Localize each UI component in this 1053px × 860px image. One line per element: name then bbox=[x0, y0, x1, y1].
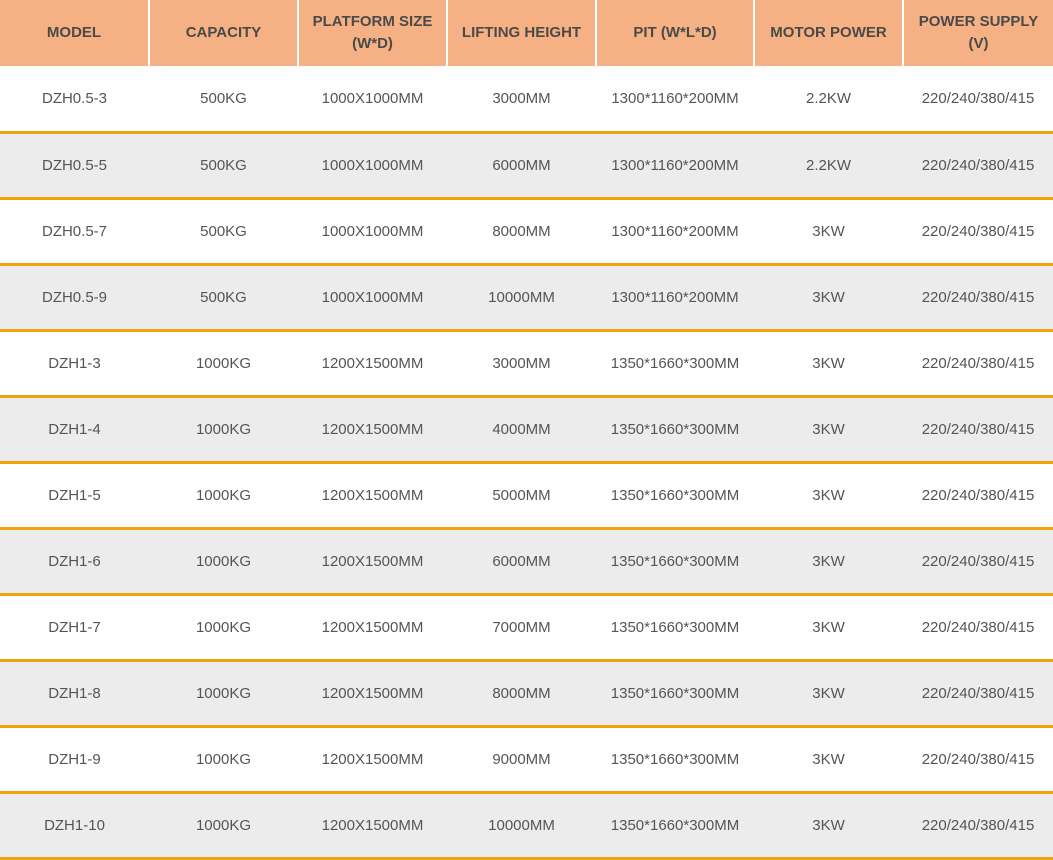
table-row bbox=[0, 396, 1053, 462]
table-header bbox=[0, 0, 1053, 66]
cell-model: DZH0.5-9 bbox=[41, 288, 108, 306]
cell-pit: 1350*1660*300MM bbox=[610, 420, 740, 438]
cell-pit: 1300*1160*200MM bbox=[611, 156, 739, 174]
table-row bbox=[0, 132, 1053, 198]
cell-capacity: 1000KG bbox=[195, 420, 252, 438]
cell-capacity: 500KG bbox=[200, 288, 247, 306]
table-row bbox=[0, 594, 1053, 660]
cell-pit: 1350*1660*300MM bbox=[610, 552, 740, 570]
cell-motor-power: 3KW bbox=[812, 486, 845, 504]
table-row bbox=[0, 264, 1053, 330]
table-row bbox=[0, 462, 1053, 528]
cell-motor-power: 3KW bbox=[812, 552, 845, 570]
column-header-text: LIFTING HEIGHT bbox=[461, 24, 582, 41]
cell-platform-size: 1000X1000MM bbox=[321, 156, 424, 174]
cell-capacity: 1000KG bbox=[195, 684, 252, 702]
cell-lifting-height: 6000MM bbox=[492, 156, 551, 174]
table-row bbox=[0, 528, 1053, 594]
cell-motor-power: 3KW bbox=[812, 750, 845, 768]
cell-lifting-height: 10000MM bbox=[488, 288, 555, 306]
cell-capacity: 500KG bbox=[200, 156, 247, 174]
cell-power-supply: 220/240/380/415 bbox=[921, 222, 1035, 240]
cell-capacity: 1000KG bbox=[195, 816, 252, 834]
column-header-text: PLATFORM SIZE bbox=[312, 13, 433, 30]
cell-pit: 1300*1160*200MM bbox=[611, 89, 739, 107]
cell-capacity: 1000KG bbox=[195, 618, 252, 636]
cell-power-supply: 220/240/380/415 bbox=[921, 816, 1035, 834]
cell-model: DZH1-3 bbox=[48, 354, 101, 372]
cell-lifting-height: 8000MM bbox=[492, 684, 551, 702]
cell-pit: 1350*1660*300MM bbox=[610, 816, 740, 834]
cell-model: DZH0.5-7 bbox=[41, 222, 108, 240]
cell-model: DZH1-5 bbox=[48, 486, 101, 504]
column-header-text: POWER SUPPLY bbox=[918, 13, 1039, 30]
cell-lifting-height: 6000MM bbox=[492, 552, 551, 570]
cell-capacity: 1000KG bbox=[195, 486, 252, 504]
cell-motor-power: 3KW bbox=[812, 420, 845, 438]
cell-platform-size: 1200X1500MM bbox=[321, 618, 424, 636]
cell-motor-power: 3KW bbox=[812, 288, 845, 306]
cell-platform-size: 1000X1000MM bbox=[321, 89, 424, 107]
column-header-platform-size bbox=[298, 0, 447, 66]
cell-motor-power: 3KW bbox=[812, 618, 845, 636]
cell-lifting-height: 7000MM bbox=[492, 618, 551, 636]
cell-platform-size: 1200X1500MM bbox=[321, 552, 424, 570]
cell-motor-power: 3KW bbox=[812, 222, 845, 240]
column-header-text: MOTOR POWER bbox=[770, 24, 887, 41]
cell-power-supply: 220/240/380/415 bbox=[921, 156, 1035, 174]
cell-platform-size: 1000X1000MM bbox=[321, 222, 424, 240]
cell-model: DZH1-9 bbox=[48, 750, 101, 768]
table-row bbox=[0, 66, 1053, 132]
cell-pit: 1350*1660*300MM bbox=[610, 684, 740, 702]
cell-power-supply: 220/240/380/415 bbox=[921, 552, 1035, 570]
cell-model: DZH1-8 bbox=[48, 684, 101, 702]
cell-model: DZH0.5-3 bbox=[41, 89, 108, 107]
cell-capacity: 1000KG bbox=[195, 354, 252, 372]
column-header-capacity bbox=[149, 0, 298, 66]
column-header-text: (V) bbox=[968, 35, 989, 52]
cell-power-supply: 220/240/380/415 bbox=[921, 354, 1035, 372]
cell-platform-size: 1200X1500MM bbox=[321, 684, 424, 702]
table-row bbox=[0, 198, 1053, 264]
cell-motor-power: 2.2KW bbox=[805, 89, 851, 107]
cell-model: DZH1-6 bbox=[48, 552, 101, 570]
cell-capacity: 1000KG bbox=[195, 552, 252, 570]
cell-lifting-height: 3000MM bbox=[492, 89, 551, 107]
table-row bbox=[0, 660, 1053, 726]
header-row bbox=[0, 0, 1053, 66]
column-header-text: MODEL bbox=[46, 24, 102, 41]
cell-pit: 1300*1160*200MM bbox=[611, 288, 739, 306]
cell-platform-size: 1200X1500MM bbox=[321, 420, 424, 438]
table-row bbox=[0, 726, 1053, 792]
column-header-text: PIT (W*L*D) bbox=[633, 24, 717, 41]
cell-motor-power: 3KW bbox=[812, 816, 845, 834]
cell-platform-size: 1200X1500MM bbox=[321, 486, 424, 504]
cell-platform-size: 1200X1500MM bbox=[321, 750, 424, 768]
cell-lifting-height: 5000MM bbox=[492, 486, 551, 504]
cell-lifting-height: 10000MM bbox=[488, 816, 555, 834]
cell-model: DZH1-7 bbox=[48, 618, 101, 636]
column-header-lifting-height bbox=[447, 0, 596, 66]
cell-model: DZH0.5-5 bbox=[41, 156, 108, 174]
cell-pit: 1350*1660*300MM bbox=[610, 354, 740, 372]
column-header-text: CAPACITY bbox=[185, 24, 262, 41]
cell-pit: 1300*1160*200MM bbox=[611, 222, 739, 240]
cell-motor-power: 2.2KW bbox=[805, 156, 851, 174]
cell-platform-size: 1200X1500MM bbox=[321, 816, 424, 834]
cell-lifting-height: 4000MM bbox=[492, 420, 551, 438]
cell-lifting-height: 9000MM bbox=[492, 750, 551, 768]
cell-power-supply: 220/240/380/415 bbox=[921, 288, 1035, 306]
cell-motor-power: 3KW bbox=[812, 684, 845, 702]
column-header-pit bbox=[596, 0, 754, 66]
cell-power-supply: 220/240/380/415 bbox=[921, 684, 1035, 702]
cell-capacity: 500KG bbox=[200, 222, 247, 240]
column-header-model bbox=[0, 0, 149, 66]
cell-capacity: 1000KG bbox=[195, 750, 252, 768]
cell-pit: 1350*1660*300MM bbox=[610, 750, 740, 768]
cell-model: DZH1-10 bbox=[44, 816, 105, 834]
table-body bbox=[0, 66, 1053, 858]
cell-pit: 1350*1660*300MM bbox=[610, 618, 740, 636]
cell-power-supply: 220/240/380/415 bbox=[921, 750, 1035, 768]
cell-lifting-height: 8000MM bbox=[492, 222, 551, 240]
table-row bbox=[0, 792, 1053, 858]
cell-power-supply: 220/240/380/415 bbox=[921, 618, 1035, 636]
cell-platform-size: 1000X1000MM bbox=[321, 288, 424, 306]
cell-power-supply: 220/240/380/415 bbox=[921, 486, 1035, 504]
column-header-text: (W*D) bbox=[352, 35, 393, 52]
cell-power-supply: 220/240/380/415 bbox=[921, 420, 1035, 438]
cell-power-supply: 220/240/380/415 bbox=[921, 89, 1035, 107]
cell-motor-power: 3KW bbox=[812, 354, 845, 372]
cell-capacity: 500KG bbox=[200, 89, 247, 107]
column-header-power-supply bbox=[903, 0, 1053, 66]
cell-model: DZH1-4 bbox=[48, 420, 101, 438]
cell-pit: 1350*1660*300MM bbox=[610, 486, 740, 504]
cell-lifting-height: 3000MM bbox=[492, 354, 551, 372]
column-header-motor-power bbox=[754, 0, 903, 66]
cell-platform-size: 1200X1500MM bbox=[321, 354, 424, 372]
table-row bbox=[0, 330, 1053, 396]
